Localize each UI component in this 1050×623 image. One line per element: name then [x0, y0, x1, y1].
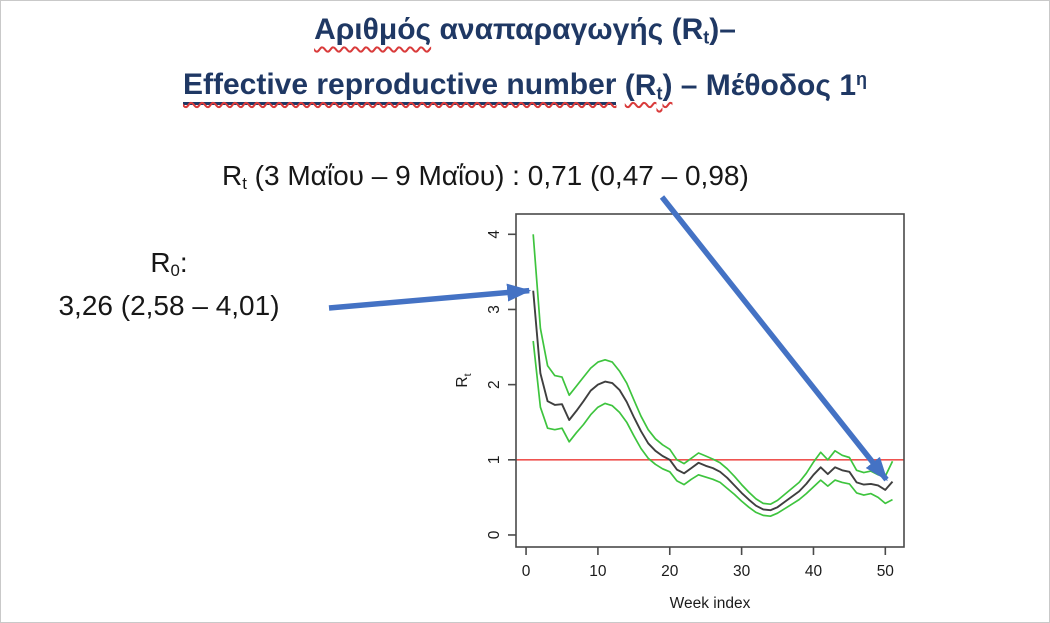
- rt-annotation-subscript: t: [242, 174, 247, 194]
- y-tick-label: 4: [486, 229, 503, 239]
- y-tick-label: 2: [486, 380, 503, 389]
- title-line2-superscript: η: [856, 68, 867, 89]
- x-tick-label: 30: [732, 563, 751, 580]
- r0-annotation-subscript: 0: [170, 261, 180, 281]
- y-axis-label: $R_t$: [454, 373, 474, 388]
- x-tick-label: 20: [661, 563, 679, 580]
- ci-lower-line: [533, 341, 892, 516]
- x-axis-label: Week index: [669, 595, 751, 612]
- r0-annotation-colon: :: [179, 247, 188, 278]
- x-tick-label: 10: [589, 563, 607, 580]
- y-tick-label: 0: [486, 530, 503, 540]
- title-word-misspelled: Αριθμός: [314, 13, 432, 46]
- y-tick-label: 1: [486, 455, 503, 465]
- rt-median-line: [533, 291, 892, 511]
- x-tick-label: 40: [804, 563, 823, 580]
- ci-upper-line: [533, 234, 892, 504]
- rt-chart: [1, 1, 1050, 623]
- title-underlined-phrase: Effective reproductive number: [183, 68, 616, 105]
- rt-annotation-r: R: [222, 160, 243, 191]
- title-line2-subscript: t: [656, 82, 663, 103]
- rt-arrow: [662, 197, 887, 480]
- r0-annotation-r: R: [150, 247, 171, 278]
- rt-annotation-text: (3 Μαΐου – 9 Μαΐου) : 0,71 (0,47 – 0,98): [246, 160, 749, 191]
- title-line1-subscript: t: [703, 27, 710, 48]
- title-line2-tail: – Μέθοδος 1: [672, 68, 856, 102]
- title-line1-middle: αναπαραγωγής (R: [431, 13, 704, 46]
- title-line1-tail: )–: [709, 13, 736, 46]
- title-line2-paren-close: ): [662, 68, 673, 102]
- x-tick-label: 0: [521, 563, 531, 580]
- y-tick-label: 3: [486, 305, 503, 314]
- x-tick-label: 50: [876, 563, 894, 580]
- r0-annotation-value: 3,26 (2,58 – 4,01): [58, 290, 280, 322]
- title-line2-paren-r: (R: [624, 68, 657, 102]
- plot-box: [516, 214, 904, 547]
